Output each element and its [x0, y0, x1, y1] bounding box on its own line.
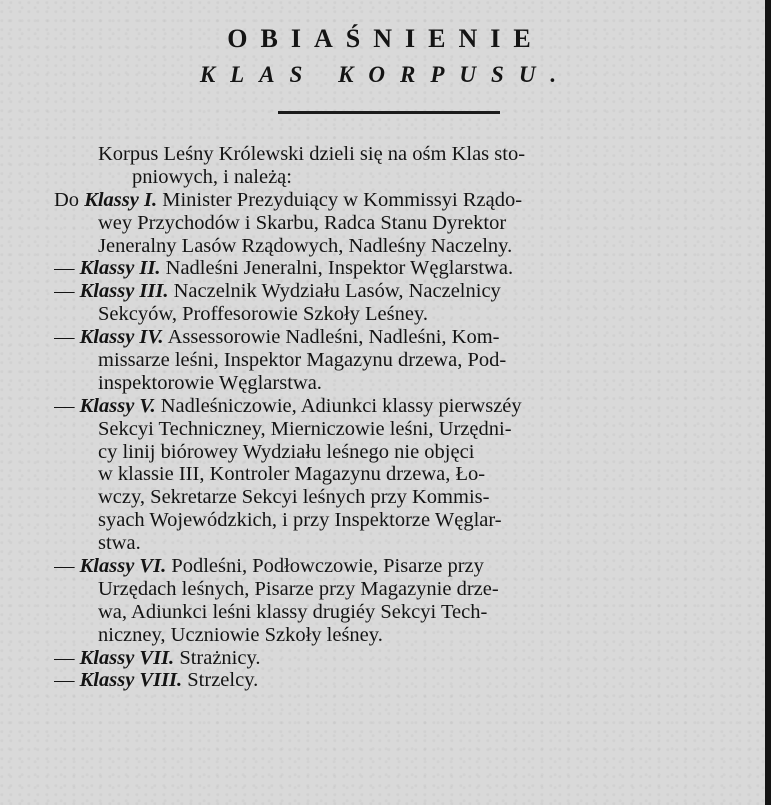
document-subtitle: KLAS KORPUSU. [199, 62, 572, 87]
entry-dash: — [54, 280, 75, 303]
entry-text: Nadleśniczowie, Adiunkci klassy pierwszéy [160, 394, 522, 417]
class-entry-first-line [54, 555, 717, 578]
entry-continuation: wey Przychodów i Skarbu, Radca Stanu Dyrektor [98, 211, 507, 234]
class-entry-first-line [54, 669, 717, 692]
entry-text: Strażnicy. [179, 646, 261, 669]
entry-dash: — [54, 669, 75, 692]
entry-text: Nadleśni Jeneralni, Inspektor Węglarstwa. [165, 257, 514, 280]
class-label: Klassy VII. [79, 646, 175, 669]
class-entry-first-line [54, 280, 717, 303]
intro-line: pniowych, i należą: [132, 165, 292, 188]
class-entry-first-line [54, 647, 717, 670]
entry-continuation: Sekcyów, Proffesorowie Szkoły Leśney. [98, 303, 429, 326]
scan-edge-border [765, 0, 771, 805]
class-label: Klassy VI. [79, 555, 167, 578]
entry-continuation: stwa. [98, 532, 141, 555]
entry-continuation: cy linij biórowey Wydziału leśnego nie objęci [98, 440, 475, 463]
entry-text: Naczelnik Wydziału Lasów, Naczelnicy [173, 280, 501, 303]
class-entry-first-line [54, 395, 717, 418]
entry-dash: — [54, 646, 75, 669]
class-label: Klassy VIII. [79, 669, 183, 692]
entry-dash: — [54, 326, 75, 349]
entry-dash: Do [54, 188, 80, 211]
entry-continuation: missarze leśni, Inspektor Magazynu drzewa, Pod- [98, 349, 507, 372]
class-label: Klassy I. [84, 188, 158, 211]
class-label: Klassy V. [79, 394, 156, 417]
entry-continuation: inspektorowie Węglarstwa. [98, 371, 322, 394]
class-label: Klassy II. [79, 257, 161, 280]
entry-text: Minister Prezyduiący w Kommissyi Rządo- [162, 188, 523, 211]
class-entry-first-line [54, 189, 717, 212]
entry-dash: — [54, 394, 75, 417]
class-entry-first-line [54, 326, 717, 349]
entry-continuation: syach Wojewódzkich, i przy Inspektorze Węglar- [98, 509, 502, 532]
document-body [54, 143, 717, 692]
entry-text: Strzelcy. [187, 669, 259, 692]
entry-continuation: Jeneralny Lasów Rządowych, Nadleśny Naczelny. [98, 234, 513, 257]
entry-continuation: niczney, Uczniowie Szkoły leśney. [98, 623, 383, 646]
entry-continuation: Sekcyi Techniczney, Mierniczowie leśni, Urzędni- [98, 417, 512, 440]
entry-continuation: wczy, Sekretarze Sekcyi leśnych przy Kommis- [98, 486, 490, 509]
entry-text: Podleśni, Podłowczowie, Pisarze przy [171, 555, 484, 578]
title-rule [278, 111, 500, 114]
entry-dash: — [54, 555, 75, 578]
intro-line: Korpus Leśny Królewski dzieli się na ośm Klas sto- [98, 143, 526, 165]
class-label: Klassy III. [79, 280, 169, 303]
entry-continuation: w klassie III, Kontroler Magazynu drzewa, Ło- [98, 463, 486, 486]
entry-text: Assessorowie Nadleśni, Nadleśni, Kom- [167, 326, 500, 349]
entry-continuation: wa, Adiunkci leśni klassy drugiéy Sekcyi Tech- [98, 600, 488, 623]
class-entry-first-line [54, 257, 717, 280]
class-label: Klassy IV. [79, 326, 164, 349]
entry-dash: — [54, 257, 75, 280]
document-title: OBIAŚNIENIE [227, 24, 544, 53]
entry-continuation: Urzędach leśnych, Pisarze przy Magazynie drze- [98, 577, 499, 600]
